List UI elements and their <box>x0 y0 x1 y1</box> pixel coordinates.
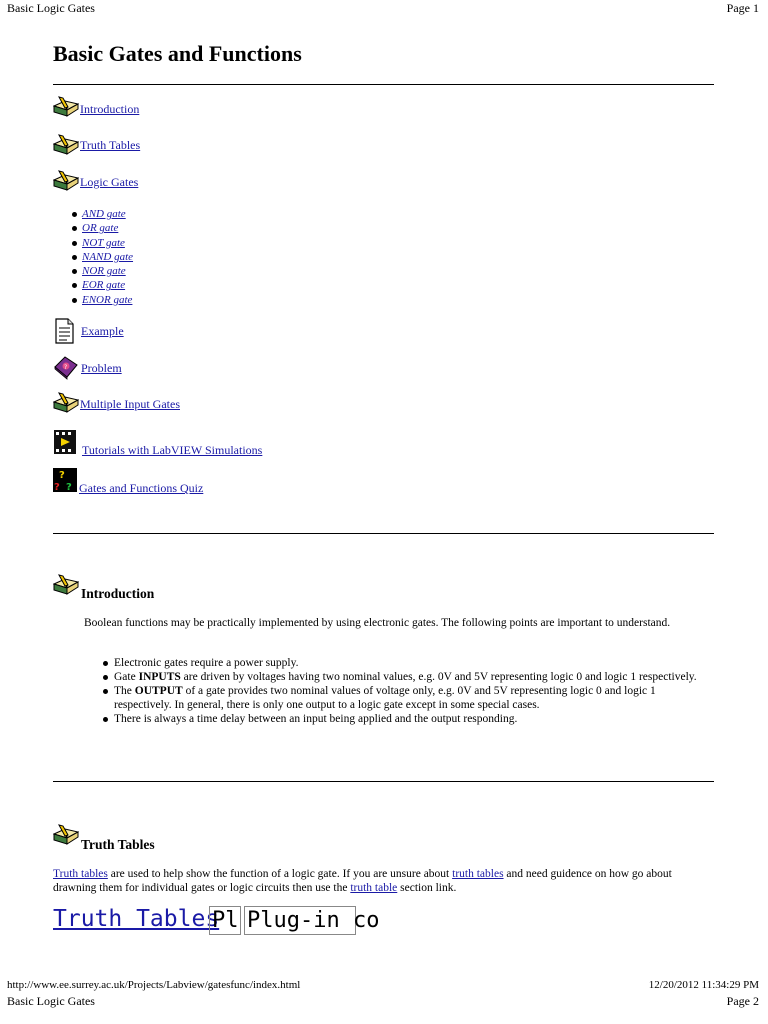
header-title: Basic Logic Gates <box>7 1 95 15</box>
footer-page-number: Page 2 <box>726 994 759 1008</box>
page-title: Basic Gates and Functions <box>53 41 302 66</box>
toc-link-logic-gates[interactable]: Logic Gates <box>80 175 139 189</box>
toc-item-tutorials <box>82 443 262 458</box>
toc-item-example <box>81 324 124 339</box>
truth-tables-plugin-link[interactable]: Truth Tables <box>53 906 220 932</box>
plugin-placeholder-box[interactable]: Pl <box>209 906 241 935</box>
toc-link-truth-tables[interactable]: Truth Tables <box>80 138 141 152</box>
gate-link-nand[interactable]: NAND gate <box>82 250 134 263</box>
header-page-number: Page 1 <box>726 1 759 15</box>
toc-item-quiz <box>79 481 203 496</box>
truth-paragraph: Truth tables are used to help show the function of a logic gate. If you are unsure about truth tables and need guidence on how go about drawning them for individual gates or logic circuits then use the truth table section link. <box>53 868 672 894</box>
divider <box>53 84 714 85</box>
purple-book-icon <box>53 355 79 379</box>
list-item <box>72 207 133 221</box>
svg-text:?: ? <box>64 364 68 371</box>
toc-item-problem <box>81 361 122 376</box>
toc-link-quiz[interactable]: Gates and Functions Quiz <box>79 481 204 495</box>
list-item <box>72 293 133 307</box>
list-item: Gate INPUTS are driven by voltages having two nominal values, e.g. 0V and 5V representing logic 0 and logic 1 respectively. <box>102 670 702 684</box>
truth-tables-link[interactable]: Truth tables <box>53 868 108 880</box>
book-pencil-icon <box>53 574 79 596</box>
footer-datetime: 12/20/2012 11:34:29 PM <box>648 979 759 991</box>
document-icon <box>53 318 75 344</box>
toc-item-introduction <box>80 102 139 117</box>
intro-paragraph: Boolean functions may be practically implemented by using electronic gates. The following points are important to understand. <box>84 617 671 629</box>
toc-item-multiple-input-gates <box>80 397 180 412</box>
truth-tables-plugin-link-wrap <box>53 906 219 932</box>
gate-link-and[interactable]: AND gate <box>82 208 126 220</box>
truth-table-link[interactable]: truth table <box>350 882 398 894</box>
film-icon <box>53 429 77 455</box>
svg-text:?: ? <box>66 482 72 493</box>
logic-gates-sublist <box>72 207 133 307</box>
list-item <box>72 236 133 250</box>
toc-item-truth-tables <box>80 138 140 153</box>
footer-title: Basic Logic Gates <box>7 994 95 1008</box>
truth-tables-link[interactable]: truth tables <box>452 868 504 880</box>
gate-link-eor[interactable]: EOR gate <box>82 279 126 292</box>
gate-link-nor[interactable]: NOR gate <box>82 265 126 278</box>
book-pencil-icon <box>53 392 79 414</box>
toc-link-introduction[interactable]: Introduction <box>80 102 140 116</box>
divider <box>53 533 714 534</box>
book-pencil-icon <box>53 170 79 192</box>
footer-url: http://www.ee.surrey.ac.uk/Projects/Labview/gatesfunc/index.html <box>7 979 301 991</box>
toc-item-logic-gates <box>80 175 138 190</box>
section-title-introduction: Introduction <box>81 586 155 601</box>
book-pencil-icon <box>53 96 79 118</box>
gate-link-or[interactable]: OR gate <box>82 222 119 235</box>
list-item <box>72 250 133 264</box>
list-item <box>72 221 133 235</box>
list-item: Electronic gates require a power supply. <box>102 656 702 670</box>
divider <box>53 781 714 782</box>
svg-text:?: ? <box>59 470 65 481</box>
list-item: The OUTPUT of a gate provides two nominal values of voltage only, e.g. 0V and 5V representing logic 0 and logic 1 respectively. In general, there is only one output to a logic gate except in some special cases. <box>102 684 702 712</box>
section-title-truth-tables: Truth Tables <box>81 837 155 852</box>
toc-link-tutorials[interactable]: Tutorials with LabVIEW Simulations <box>82 443 263 457</box>
svg-text:?: ? <box>54 482 60 493</box>
book-pencil-icon <box>53 134 79 156</box>
toc-link-example[interactable]: Example <box>81 324 124 338</box>
list-item <box>72 278 133 292</box>
toc-link-multiple-input-gates[interactable]: Multiple Input Gates <box>80 397 180 411</box>
toc-link-problem[interactable]: Problem <box>81 361 122 375</box>
intro-bullet-list <box>102 656 702 726</box>
plugin-placeholder-box[interactable]: Plug-in co <box>244 906 356 935</box>
book-pencil-icon <box>53 824 79 846</box>
question-marks-icon <box>53 468 77 492</box>
gate-link-enor[interactable]: ENOR gate <box>82 293 133 306</box>
list-item: There is always a time delay between an input being applied and the output responding. <box>102 712 702 726</box>
gate-link-not[interactable]: NOT gate <box>82 236 125 249</box>
list-item <box>72 264 133 278</box>
